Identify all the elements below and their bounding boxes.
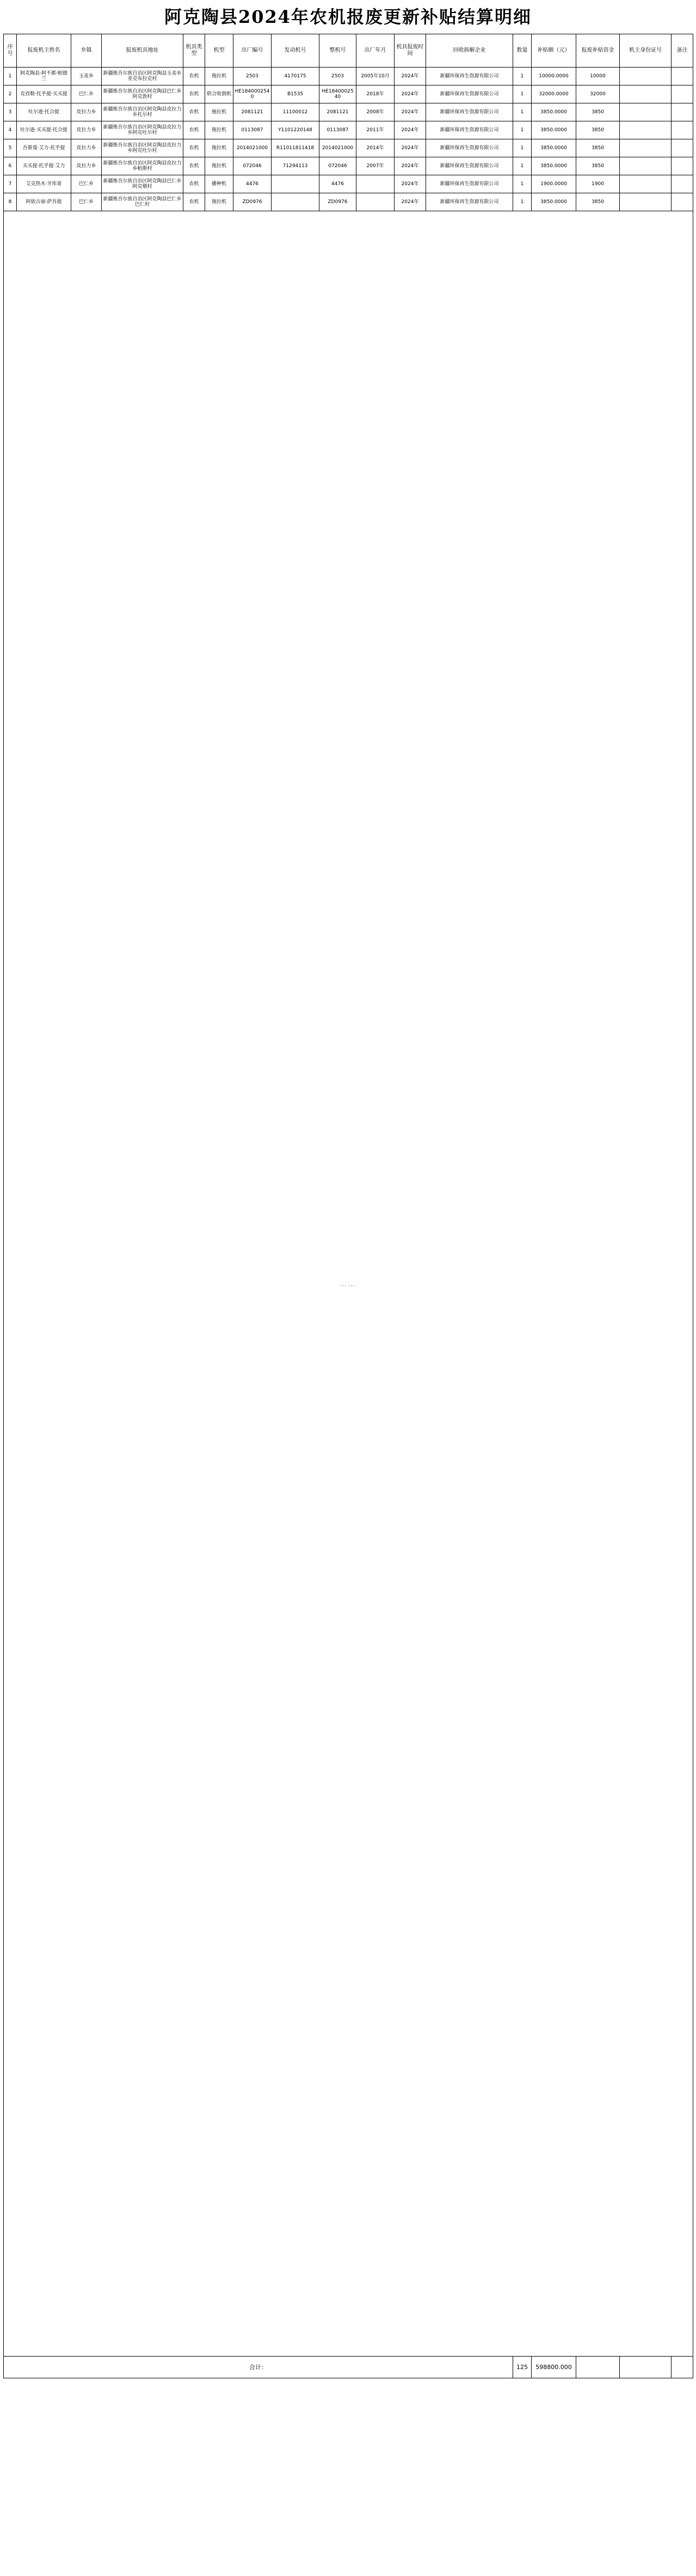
table-cell: 2024年 xyxy=(395,85,426,103)
table-cell: 新疆维吾尔族自治区阿克陶县皮拉力乡阿克吐尔村 xyxy=(102,139,183,157)
table-row xyxy=(4,193,693,211)
table-cell: 农机 xyxy=(183,85,205,103)
table-cell: 拖拉机 xyxy=(205,103,233,121)
table-cell: 新疆维吾尔族自治区阿克陶县皮拉力乡托尔村 xyxy=(102,103,183,121)
table-cell: 3850 xyxy=(576,193,620,211)
table-cell: 3850.0000 xyxy=(532,193,576,211)
table-cell: 1 xyxy=(4,68,17,85)
table-cell: 2024年 xyxy=(395,68,426,85)
table-cell: 4170175 xyxy=(272,68,319,85)
table-cell: 新疆维吾尔族自治区阿克陶县皮拉力乡阿克吐尔村 xyxy=(102,121,183,139)
table-cell: 新疆维吾尔族自治区阿克陶县巴仁乡阿克墩村 xyxy=(102,175,183,193)
table-cell: 农机 xyxy=(183,103,205,121)
table-cell: 11100012 xyxy=(272,103,319,121)
table-cell: 农机 xyxy=(183,139,205,157)
header-cell: 机主身份证号 xyxy=(620,34,672,68)
table-cell: 农机 xyxy=(183,175,205,193)
table-cell: 2024年 xyxy=(395,175,426,193)
table-cell: 阿依古丽·萨吾提 xyxy=(17,193,71,211)
table-cell xyxy=(672,103,693,121)
total-row xyxy=(4,2357,693,2378)
table-cell: 吐尔逊·买买提·托合提 xyxy=(17,121,71,139)
table-cell: 5 xyxy=(4,139,17,157)
table-cell xyxy=(620,157,672,175)
table-row xyxy=(4,68,693,85)
header-cell: 发动机号 xyxy=(272,34,319,68)
table-cell: 玉麦乡 xyxy=(71,68,102,85)
table-cell: 皮拉力乡 xyxy=(71,103,102,121)
table-cell: 巴仁乡 xyxy=(71,85,102,103)
table-cell: 2014021000 xyxy=(233,139,272,157)
table-cell: 2018年 xyxy=(356,85,395,103)
table-cell: 8 xyxy=(4,193,17,211)
table-cell: 072046 xyxy=(233,157,272,175)
table-cell: 3850 xyxy=(576,157,620,175)
table-cell: ZD0976 xyxy=(319,193,356,211)
table-cell: 2503 xyxy=(319,68,356,85)
table-cell: HE1840002540 xyxy=(233,85,272,103)
table-cell: 新疆环保再生资源有限公司 xyxy=(426,193,513,211)
table-cell xyxy=(672,85,693,103)
table-cell: 吾斯曼·艾力·托乎提 xyxy=(17,139,71,157)
table-row xyxy=(4,139,693,157)
table-row xyxy=(4,85,693,103)
table-cell: 4 xyxy=(4,121,17,139)
table-cell: 1 xyxy=(513,193,532,211)
table-cell: 新疆环保再生资源有限公司 xyxy=(426,85,513,103)
table-cell xyxy=(620,68,672,85)
header-cell: 报废机主姓名 xyxy=(17,34,71,68)
table-cell: 2081121 xyxy=(233,103,272,121)
table-cell: 1 xyxy=(513,175,532,193)
table-cell: 2024年 xyxy=(395,193,426,211)
table-cell: 拖拉机 xyxy=(205,157,233,175)
table-cell: 吐尔逊·托合提 xyxy=(17,103,71,121)
table-cell xyxy=(672,121,693,139)
table-cell: 阿克陶县·阿不都·帕德兰 xyxy=(17,68,71,85)
table-cell: 1900 xyxy=(576,175,620,193)
table-cell: 3850 xyxy=(576,121,620,139)
table-cell: 1900.0000 xyxy=(532,175,576,193)
table-cell: 新疆环保再生资源有限公司 xyxy=(426,175,513,193)
table-cell: 2014年 xyxy=(356,139,395,157)
table-cell: 3850 xyxy=(576,103,620,121)
table-cell: 农机 xyxy=(183,68,205,85)
table-cell: 新疆维吾尔族自治区阿克陶县巴仁乡巴仁村 xyxy=(102,193,183,211)
table-cell xyxy=(672,68,693,85)
table-cell: 2503 xyxy=(233,68,272,85)
table-cell: 3850.0000 xyxy=(532,121,576,139)
table-cell: 71294113 xyxy=(272,157,319,175)
table-cell xyxy=(672,139,693,157)
table-cell: 4476 xyxy=(319,175,356,193)
table-cell xyxy=(620,121,672,139)
header-cell: 整机号 xyxy=(319,34,356,68)
table-cell: 新疆维吾尔族自治区阿克陶县巴仁乡阿克敦村 xyxy=(102,85,183,103)
total-quantity: 125 xyxy=(513,2357,532,2378)
table-cell: 3850 xyxy=(576,139,620,157)
header-cell: 机具报废时间 xyxy=(395,34,426,68)
header-cell: 报废机具地址 xyxy=(102,34,183,68)
table-cell xyxy=(672,175,693,193)
table-cell: ZD0976 xyxy=(233,193,272,211)
table-cell: 32000 xyxy=(576,85,620,103)
table-cell: 2011年 xyxy=(356,121,395,139)
table-cell: 32000.0000 xyxy=(532,85,576,103)
table-cell: 6 xyxy=(4,157,17,175)
table-cell: 买买提·托乎提·艾力 xyxy=(17,157,71,175)
total-label: 合计： xyxy=(4,2357,513,2378)
table-cell: 新疆环保再生资源有限公司 xyxy=(426,121,513,139)
table-cell xyxy=(672,157,693,175)
table-cell: 2024年 xyxy=(395,103,426,121)
table-row xyxy=(4,121,693,139)
table-cell xyxy=(356,175,395,193)
header-cell: 报废补贴资金 xyxy=(576,34,620,68)
table-cell: 联合收割机 xyxy=(205,85,233,103)
header-cell: 出厂年月 xyxy=(356,34,395,68)
table-cell xyxy=(672,193,693,211)
table-cell: 1 xyxy=(513,121,532,139)
header-cell: 回收拆解企业 xyxy=(426,34,513,68)
table-row xyxy=(4,103,693,121)
total-empty-cell xyxy=(672,2357,693,2378)
document-title: 阿克陶县2024年农机报废更新补贴结算明细 xyxy=(164,7,532,27)
table-cell: 皮拉力乡 xyxy=(71,139,102,157)
total-empty-cell xyxy=(576,2357,620,2378)
table-cell: HE1840002540 xyxy=(319,85,356,103)
table-cell: 艾克热木·牙库甫 xyxy=(17,175,71,193)
table-cell: 皮拉力乡 xyxy=(71,121,102,139)
table-cell: 新疆维吾尔族自治区阿克陶县玉麦乡亚克布拉克村 xyxy=(102,68,183,85)
total-empty-cell xyxy=(620,2357,672,2378)
table-cell: 1 xyxy=(513,85,532,103)
table-cell: 7 xyxy=(4,175,17,193)
table-cell xyxy=(356,193,395,211)
table-cell: 0113087 xyxy=(319,121,356,139)
table-cell: 3850.0000 xyxy=(532,157,576,175)
table-cell: 2 xyxy=(4,85,17,103)
table-cell: 3850.0000 xyxy=(532,139,576,157)
table-cell: 播种机 xyxy=(205,175,233,193)
table-cell: 2081121 xyxy=(319,103,356,121)
table-cell: 农机 xyxy=(183,157,205,175)
table-cell: 2024年 xyxy=(395,139,426,157)
table-cell xyxy=(620,193,672,211)
total-amount: 598800.000 xyxy=(532,2357,576,2378)
table-cell xyxy=(620,175,672,193)
table-cell: 10000.0000 xyxy=(532,68,576,85)
table-cell: 拖拉机 xyxy=(205,121,233,139)
table-cell: 2007年 xyxy=(356,157,395,175)
table-cell: 1 xyxy=(513,157,532,175)
table-cell: 拖拉机 xyxy=(205,193,233,211)
table-body xyxy=(4,68,693,2378)
table-cell xyxy=(620,85,672,103)
header-cell: 出厂编号 xyxy=(233,34,272,68)
table-cell: 新疆维吾尔族自治区阿克陶县皮拉力乡帕斯村 xyxy=(102,157,183,175)
table-cell: 072046 xyxy=(319,157,356,175)
table-cell: 2024年 xyxy=(395,157,426,175)
table-cell: 新疆环保再生资源有限公司 xyxy=(426,68,513,85)
table-cell xyxy=(272,193,319,211)
subsidy-table xyxy=(3,34,693,2378)
table-cell: 巴仁乡 xyxy=(71,193,102,211)
table-row xyxy=(4,175,693,193)
table-cell: 新疆环保再生资源有限公司 xyxy=(426,157,513,175)
table-cell: 0113087 xyxy=(233,121,272,139)
table-cell: 1 xyxy=(513,103,532,121)
table-cell: 巴仁乡 xyxy=(71,175,102,193)
omitted-rows-marker: …… xyxy=(4,211,693,2357)
table-cell: 农机 xyxy=(183,193,205,211)
table-cell: 3 xyxy=(4,103,17,121)
table-cell: 拖拉机 xyxy=(205,139,233,157)
table-cell: Y1101220148 xyxy=(272,121,319,139)
table-cell: 克孜勒·托乎提·买买提 xyxy=(17,85,71,103)
table-cell xyxy=(620,139,672,157)
table-cell: 新疆环保再生资源有限公司 xyxy=(426,139,513,157)
table-cell: 2005年10月 xyxy=(356,68,395,85)
table-cell: 农机 xyxy=(183,121,205,139)
table-cell: R11011811418 xyxy=(272,139,319,157)
header-cell: 乡镇 xyxy=(71,34,102,68)
header-cell: 备注 xyxy=(672,34,693,68)
table-cell: 1 xyxy=(513,68,532,85)
table-cell: 2008年 xyxy=(356,103,395,121)
table-cell: 1 xyxy=(513,139,532,157)
header-cell: 数量 xyxy=(513,34,532,68)
table-cell xyxy=(272,175,319,193)
header-cell: 补贴额（元） xyxy=(532,34,576,68)
table-cell: 4476 xyxy=(233,175,272,193)
header-cell: 机具类型 xyxy=(183,34,205,68)
header-row xyxy=(4,34,693,68)
table-cell xyxy=(620,103,672,121)
table-cell: 2024年 xyxy=(395,121,426,139)
header-cell: 机型 xyxy=(205,34,233,68)
table-cell: 2014021000 xyxy=(319,139,356,157)
table-cell: 3850.0000 xyxy=(532,103,576,121)
table-row xyxy=(4,157,693,175)
table-cell: B1535 xyxy=(272,85,319,103)
table-cell: 新疆环保再生资源有限公司 xyxy=(426,103,513,121)
table-cell: 10000 xyxy=(576,68,620,85)
omitted-rows xyxy=(4,211,693,2357)
table-cell: 拖拉机 xyxy=(205,68,233,85)
table-cell: 皮拉力乡 xyxy=(71,157,102,175)
header-cell: 序号 xyxy=(4,34,17,68)
